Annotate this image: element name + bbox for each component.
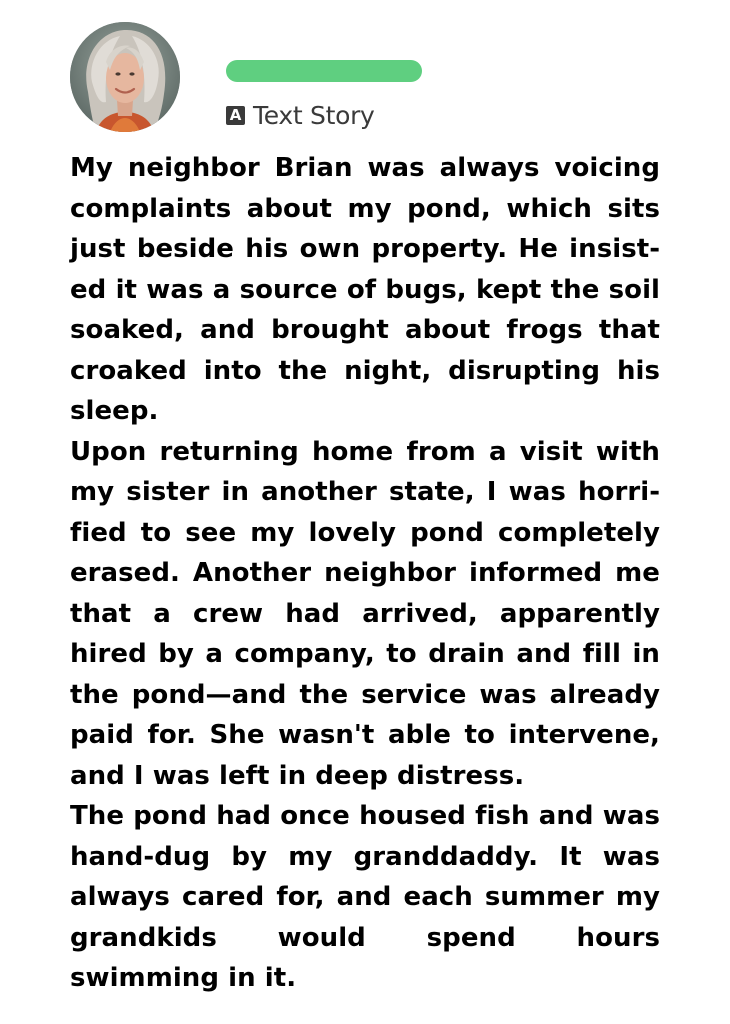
story-type-badge bbox=[226, 99, 375, 131]
story-body bbox=[70, 148, 660, 999]
story-paragraph-2: Upon returning home from a visit with my sister in another state, I was horrified to see my lovely pond completely erased. Another neighbor informed me that a crew had arrived, apparently hired by a company, to drain and fill in the pond—and the service was already paid for. She wasn't able to intervene, and I was left in deep distress. bbox=[70, 436, 660, 791]
story-paragraph-1: My neighbor Brian was always voicing complaints about my pond, which sits just beside his own property. He insisted it was a source of bugs, kept the soil soaked, and brought about frogs that croaked into the night, disrupting his sleep. bbox=[70, 153, 660, 426]
redacted-author-name bbox=[226, 60, 422, 82]
story-header bbox=[0, 0, 730, 150]
story-paragraph-3: The pond had once housed fish and was hand-dug by my granddaddy. It was always cared for, and each summer my grandkids would spend hours swimming in it. bbox=[70, 801, 660, 993]
author-avatar[interactable] bbox=[70, 22, 180, 132]
avatar-portrait-icon bbox=[70, 22, 180, 132]
letter-a-icon: A bbox=[226, 106, 245, 125]
story-type-label: Text Story bbox=[253, 100, 375, 130]
